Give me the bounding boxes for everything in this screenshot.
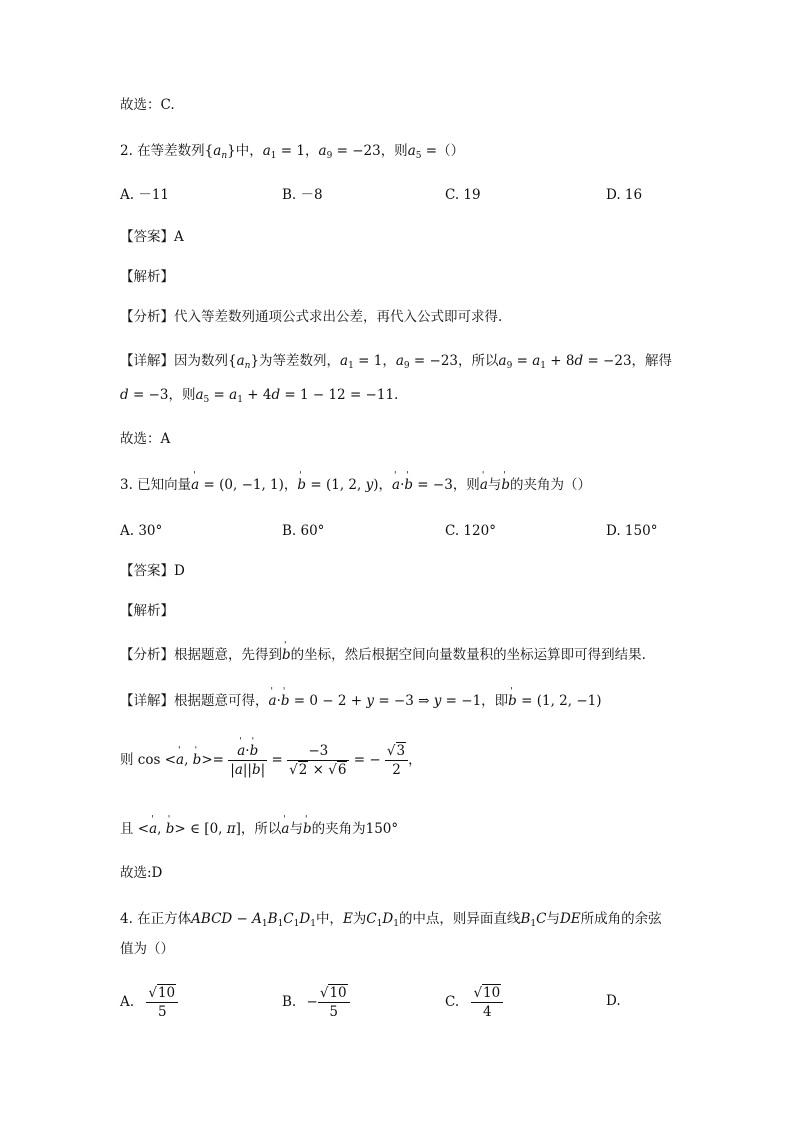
q4-option-c[interactable]: C. $\frac{√10}{4}$ <box>445 982 503 1022</box>
q3-conclusion: 故选:D <box>120 865 163 881</box>
q2-xiangjie: 【详解】因为数列$\{a_n\}$为等差数列，$a_1 = 1$，$a_9 = -23$，所以$a_9 = a_1 + 8d = -23$，解得 <box>120 353 673 371</box>
prev-answer: 故选：C. <box>120 97 175 113</box>
q2-option-c[interactable]: C. 19 <box>445 187 481 203</box>
q4-stem: 4. 在正方体ABCD − $A_1B_1C_1D_1$中，E为$C_1D_1$的中点，则异面直线$B_1C$与DE所成角的余弦 <box>120 911 662 929</box>
q4-option-d[interactable]: D. <box>606 993 621 1009</box>
q3-xiangjie: 【详解】根据题意可得，' a·' b = 0 − 2 + y = −3 ⇒ y = −1，即' b = (1, 2, −1) <box>120 690 602 712</box>
q3-option-d[interactable]: D. 150° <box>606 523 658 539</box>
q4-stem-line2: 值为（） <box>120 941 174 957</box>
q2-stem: 2. 在等差数列$\{a_n\}$中，$a_1 = 1$，$a_9 = -23$，则$a_5$ =（） <box>120 143 465 161</box>
q2-conclusion: 故选：A <box>120 431 171 447</box>
q3-fenxi: 【分析】根据题意，先得到' b的坐标，然后根据空间向量数量积的坐标运算即可得到结果. <box>120 644 646 666</box>
q3-jiexi: 【解析】 <box>120 603 174 619</box>
q2-xiangjie-line2: d = −3，则$a_5 = a_1 + 4d = 1 - 12 = -11$. <box>120 387 399 405</box>
q2-jiexi: 【解析】 <box>120 269 174 285</box>
q3-option-b[interactable]: B. 60° <box>282 523 325 539</box>
q2-fenxi: 【分析】代入等差数列通项公式求出公差，再代入公式即可求得. <box>120 309 503 325</box>
q3-range: 且 <' a, ' b> ∈ [0, π]，所以' a与' b的夹角为150° <box>120 818 398 840</box>
q2-option-d[interactable]: D. 16 <box>606 187 643 203</box>
q2-answer: 【答案】A <box>120 229 184 245</box>
q2-option-b[interactable]: B. －8 <box>282 187 323 203</box>
q3-cos-formula: 则 cos <' a, ' b>= ' $\frac{a\cdot' b}{|a||b|}$ = $\frac{-3}{√2 \times √6}$ = − $\frac{√3}{2}$ ， <box>120 740 422 780</box>
q3-option-c[interactable]: C. 120° <box>445 523 496 539</box>
q3-answer: 【答案】D <box>120 563 185 579</box>
q4-option-b[interactable]: B. − $\frac{√10}{5}$ <box>282 982 350 1022</box>
q4-option-a[interactable]: A. $\frac{√10}{5}$ <box>120 982 178 1022</box>
q3-option-a[interactable]: A. 30° <box>120 523 163 539</box>
q3-stem: 3. 已知向量' a = (0, −1, 1)，' b = (1, 2, y)，' a·' b = −3，则' a与' b的夹角为（） <box>120 474 591 496</box>
q2-option-a[interactable]: A. －11 <box>120 187 170 203</box>
